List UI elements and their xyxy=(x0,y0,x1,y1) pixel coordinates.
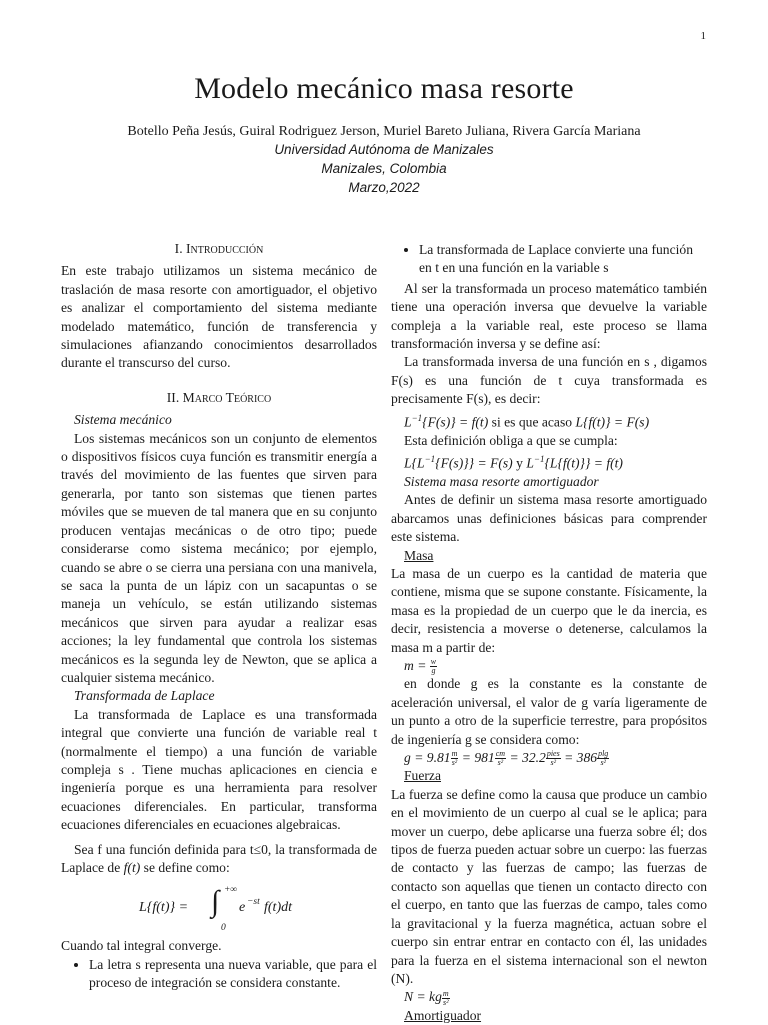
g-eq-d: = 386 xyxy=(560,750,598,766)
masa-equation xyxy=(391,657,707,675)
g-eq-a: g = 9.81 xyxy=(404,750,451,766)
g-eq-u3-num: pies xyxy=(546,749,560,759)
author-list: Botello Peña Jesús, Guiral Rodriguez Jerson, Muriel Bareto Juliana, Rivera García Mariana xyxy=(127,124,641,139)
obliga-y: y xyxy=(516,455,523,471)
paper-header xyxy=(0,72,768,197)
masa-eq-num: w xyxy=(430,657,437,667)
masa-eq-lhs: m = xyxy=(404,658,427,673)
fuerza-paragraph: La fuerza se define como la causa que produce un cambio en el movimiento de un cuerpo al cual se le aplica; para mover un cuerpo, debe aplicarse una fuerza sobre él; dos tipos de fuerza pueden actuar sobre un cuerpo: las fuerzas de contacto y las fuerzas de campo; las fuerzas de contacto son aquellas que tienen un contacto directo con el cuerpo, en tanto que las fuerzas de campo, tales como la gravitacional y la fuerza magnética, actuan sobre el cuerpo sin entrar entrar en contacto con él, las unidades para la fuerza en el sistema internacional son el newton (N). xyxy=(391,786,707,986)
affiliation-date: Marzo,2022 xyxy=(348,180,420,195)
newton-equation xyxy=(391,988,707,1006)
g-eq-u2-den: s² xyxy=(497,758,504,768)
bullet-item: • La transformada de Laplace convierte una función en t en una función en la variable s xyxy=(419,241,707,278)
eq-body: e xyxy=(239,900,246,916)
obliga-eq1-exp: −1 xyxy=(424,454,436,464)
eq-exponent: −st xyxy=(247,897,260,908)
masa-eq-den: g xyxy=(431,666,436,676)
section-title: Marco Teórico xyxy=(182,389,272,405)
paper-title: Modelo mecánico masa resorte xyxy=(194,72,574,105)
inversa-definition: La transformada inversa de una función en s , digamos F(s) es una función de t cuya transformada es precisamente F(s), es decir: xyxy=(391,354,707,407)
eq-tail: f(t)dt xyxy=(264,900,292,916)
affiliation-location: Manizales, Colombia xyxy=(321,161,447,176)
section-heading-introduccion xyxy=(61,240,377,258)
inv-eq-mid: si es que acaso xyxy=(491,414,573,430)
amortiguador-intro: Antes de definir un sistema masa resorte amortiguado abarcamos unas definiciones básicas para comprender este sistema. xyxy=(391,492,707,545)
laplace-def-text-a: Sea f una función definida para t≤0, la transformada de Laplace de xyxy=(61,841,377,875)
inverse-equation xyxy=(391,409,707,432)
n-eq-num: m xyxy=(442,988,449,998)
obliga-eq2-exp: −1 xyxy=(533,454,545,464)
g-eq-b: = 981 xyxy=(458,750,495,766)
g-eq-u1-den: s² xyxy=(451,758,458,768)
inv-eq-a-exp: −1 xyxy=(411,412,423,423)
subsection-laplace: Transformada de Laplace xyxy=(74,688,215,704)
inversa-paragraph: Al ser la transformada un proceso matemático también tiene una operación inversa que devuelve la variable compleja a la variable real, este proceso se llama transformación inversa y se define así: xyxy=(391,280,707,352)
laplace-integral-equation xyxy=(61,885,377,934)
obliga-eq1-rest: {F(s)}} = F(s) xyxy=(435,455,513,471)
bullet-item: • La letra s representa una nueva variable, que para el proceso de integración se considera constante. xyxy=(89,956,377,993)
n-eq-fraction xyxy=(442,990,450,1007)
g-eq-u4-num: plg xyxy=(598,749,609,759)
inv-eq-a: L xyxy=(404,414,412,430)
g-equation xyxy=(391,749,707,767)
obliga-eq1: L{L xyxy=(404,455,425,471)
bullet-list-right xyxy=(391,241,707,278)
laplace-def-function: f(t) xyxy=(123,860,141,875)
g-eq-u2-num: cm xyxy=(495,749,506,759)
section-number: I. xyxy=(174,241,183,256)
bullet-list-left xyxy=(61,956,377,993)
fuerza-heading: Fuerza xyxy=(404,768,441,784)
laplace-paragraph: La transformada de Laplace es una transformada integral que convierte una función de variable real t (normalmente el tiempo) a una función de variable compleja s . Tiene muchas aplicaciones en ciencia e ingeniería porque es una herramienta para resolver ecuaciones diferenciales. En particular, transforma ecuaciones diferenciales en ecuaciones algebraicas. xyxy=(61,706,377,833)
intro-paragraph: En este trabajo utilizamos un sistema mecánico de traslación de masa resorte con amortiguador, el objetivo es analizar el comportamiento del sistema mediante modelado matemático, función de transferencia y simulaciones afianzando conocimientos desarrollados durante el transcurso del curso. xyxy=(61,263,377,371)
laplace-def-text-b: se define como: xyxy=(143,860,230,875)
inv-eq-b: L{f(t)} = F(s) xyxy=(575,414,650,430)
eq-lower-limit: 0 xyxy=(221,923,226,934)
masa-heading: Masa xyxy=(404,547,434,563)
n-eq-lhs: N = kg xyxy=(404,989,442,1005)
mecanico-paragraph: Los sistemas mecánicos son un conjunto de elementos o dispositivos físicos cuya función es transmitir energía a través del movimiento de las fuentes que sirven para generarla, por tanto son sistemas que tienen partes móviles que se mueven de tal manera que en su conjunto producen ventajas mecánicas o de otro tipo; puede considerarse como sistema mecánico; por ejemplo, cuando se abre o se cierra una persiana con una manivela, se saca la punta de un lápiz con un sacapuntas o se maneja un vehículo, se están utilizando sistemas mecánicos que sirven para ayudar a realizar esas acciones; la ley fundamental que controla los sistemas mecánicos es la segunda ley de Newton, que se aplica a cualquier sistema mecánico. xyxy=(61,430,377,685)
eq-lhs: L{f(t)} = xyxy=(139,900,189,916)
g-eq-unit-3 xyxy=(546,750,561,767)
g-paragraph: en donde g es la constante es la constante de aceleración universal, el valor de g varía ligeramente de un punto a otro de la superficie terrestre, para propósitos de ingeniería g se considera como: xyxy=(391,676,707,747)
subsection-masa-resorte: Sistema masa resorte amortiguador xyxy=(404,473,599,489)
n-eq-den: s² xyxy=(443,997,449,1007)
obliga-equation xyxy=(391,450,707,473)
eq-upper-limit: +∞ xyxy=(224,885,238,896)
obliga-eq2: L xyxy=(526,455,534,471)
g-eq-u3-den: s² xyxy=(550,758,557,768)
subsection-sistema-mecanico: Sistema mecánico xyxy=(74,412,172,428)
section-heading-marco xyxy=(61,389,377,407)
section-title: Introducción xyxy=(186,241,264,256)
amortiguador-heading: Amortiguador xyxy=(404,1007,482,1023)
obliga-eq2-rest: {L{f(t)}} = f(t) xyxy=(544,455,623,471)
g-eq-unit-2 xyxy=(495,750,506,767)
obliga-text: Esta definición obliga a que se cumpla: xyxy=(404,432,618,448)
left-column xyxy=(61,240,377,993)
g-eq-unit-4 xyxy=(597,750,609,767)
laplace-definition xyxy=(61,841,377,878)
right-column xyxy=(391,241,707,1025)
masa-eq-fraction xyxy=(430,658,437,675)
g-eq-u1-num: m xyxy=(451,749,458,759)
masa-paragraph: La masa de un cuerpo es la cantidad de materia que contiene, misma que se supone constante. Físicamente, la masa es la propiedad de un cuerpo que le da inercia, es decir, resistencia a moverse o detenerse, calculamos la masa m a partir de: xyxy=(391,565,707,655)
integral-sign-icon: ∫ xyxy=(211,885,220,919)
g-eq-c: = 32.2 xyxy=(506,750,546,766)
page-number: 1 xyxy=(700,30,706,42)
converge-text: Cuando tal integral converge. xyxy=(61,938,222,954)
inv-eq-a-rest: {F(s)} = f(t) xyxy=(422,414,489,430)
section-number: II. xyxy=(166,389,180,405)
g-eq-u4-den: s² xyxy=(600,758,606,768)
affiliation-university: Universidad Autónoma de Manizales xyxy=(274,142,494,157)
